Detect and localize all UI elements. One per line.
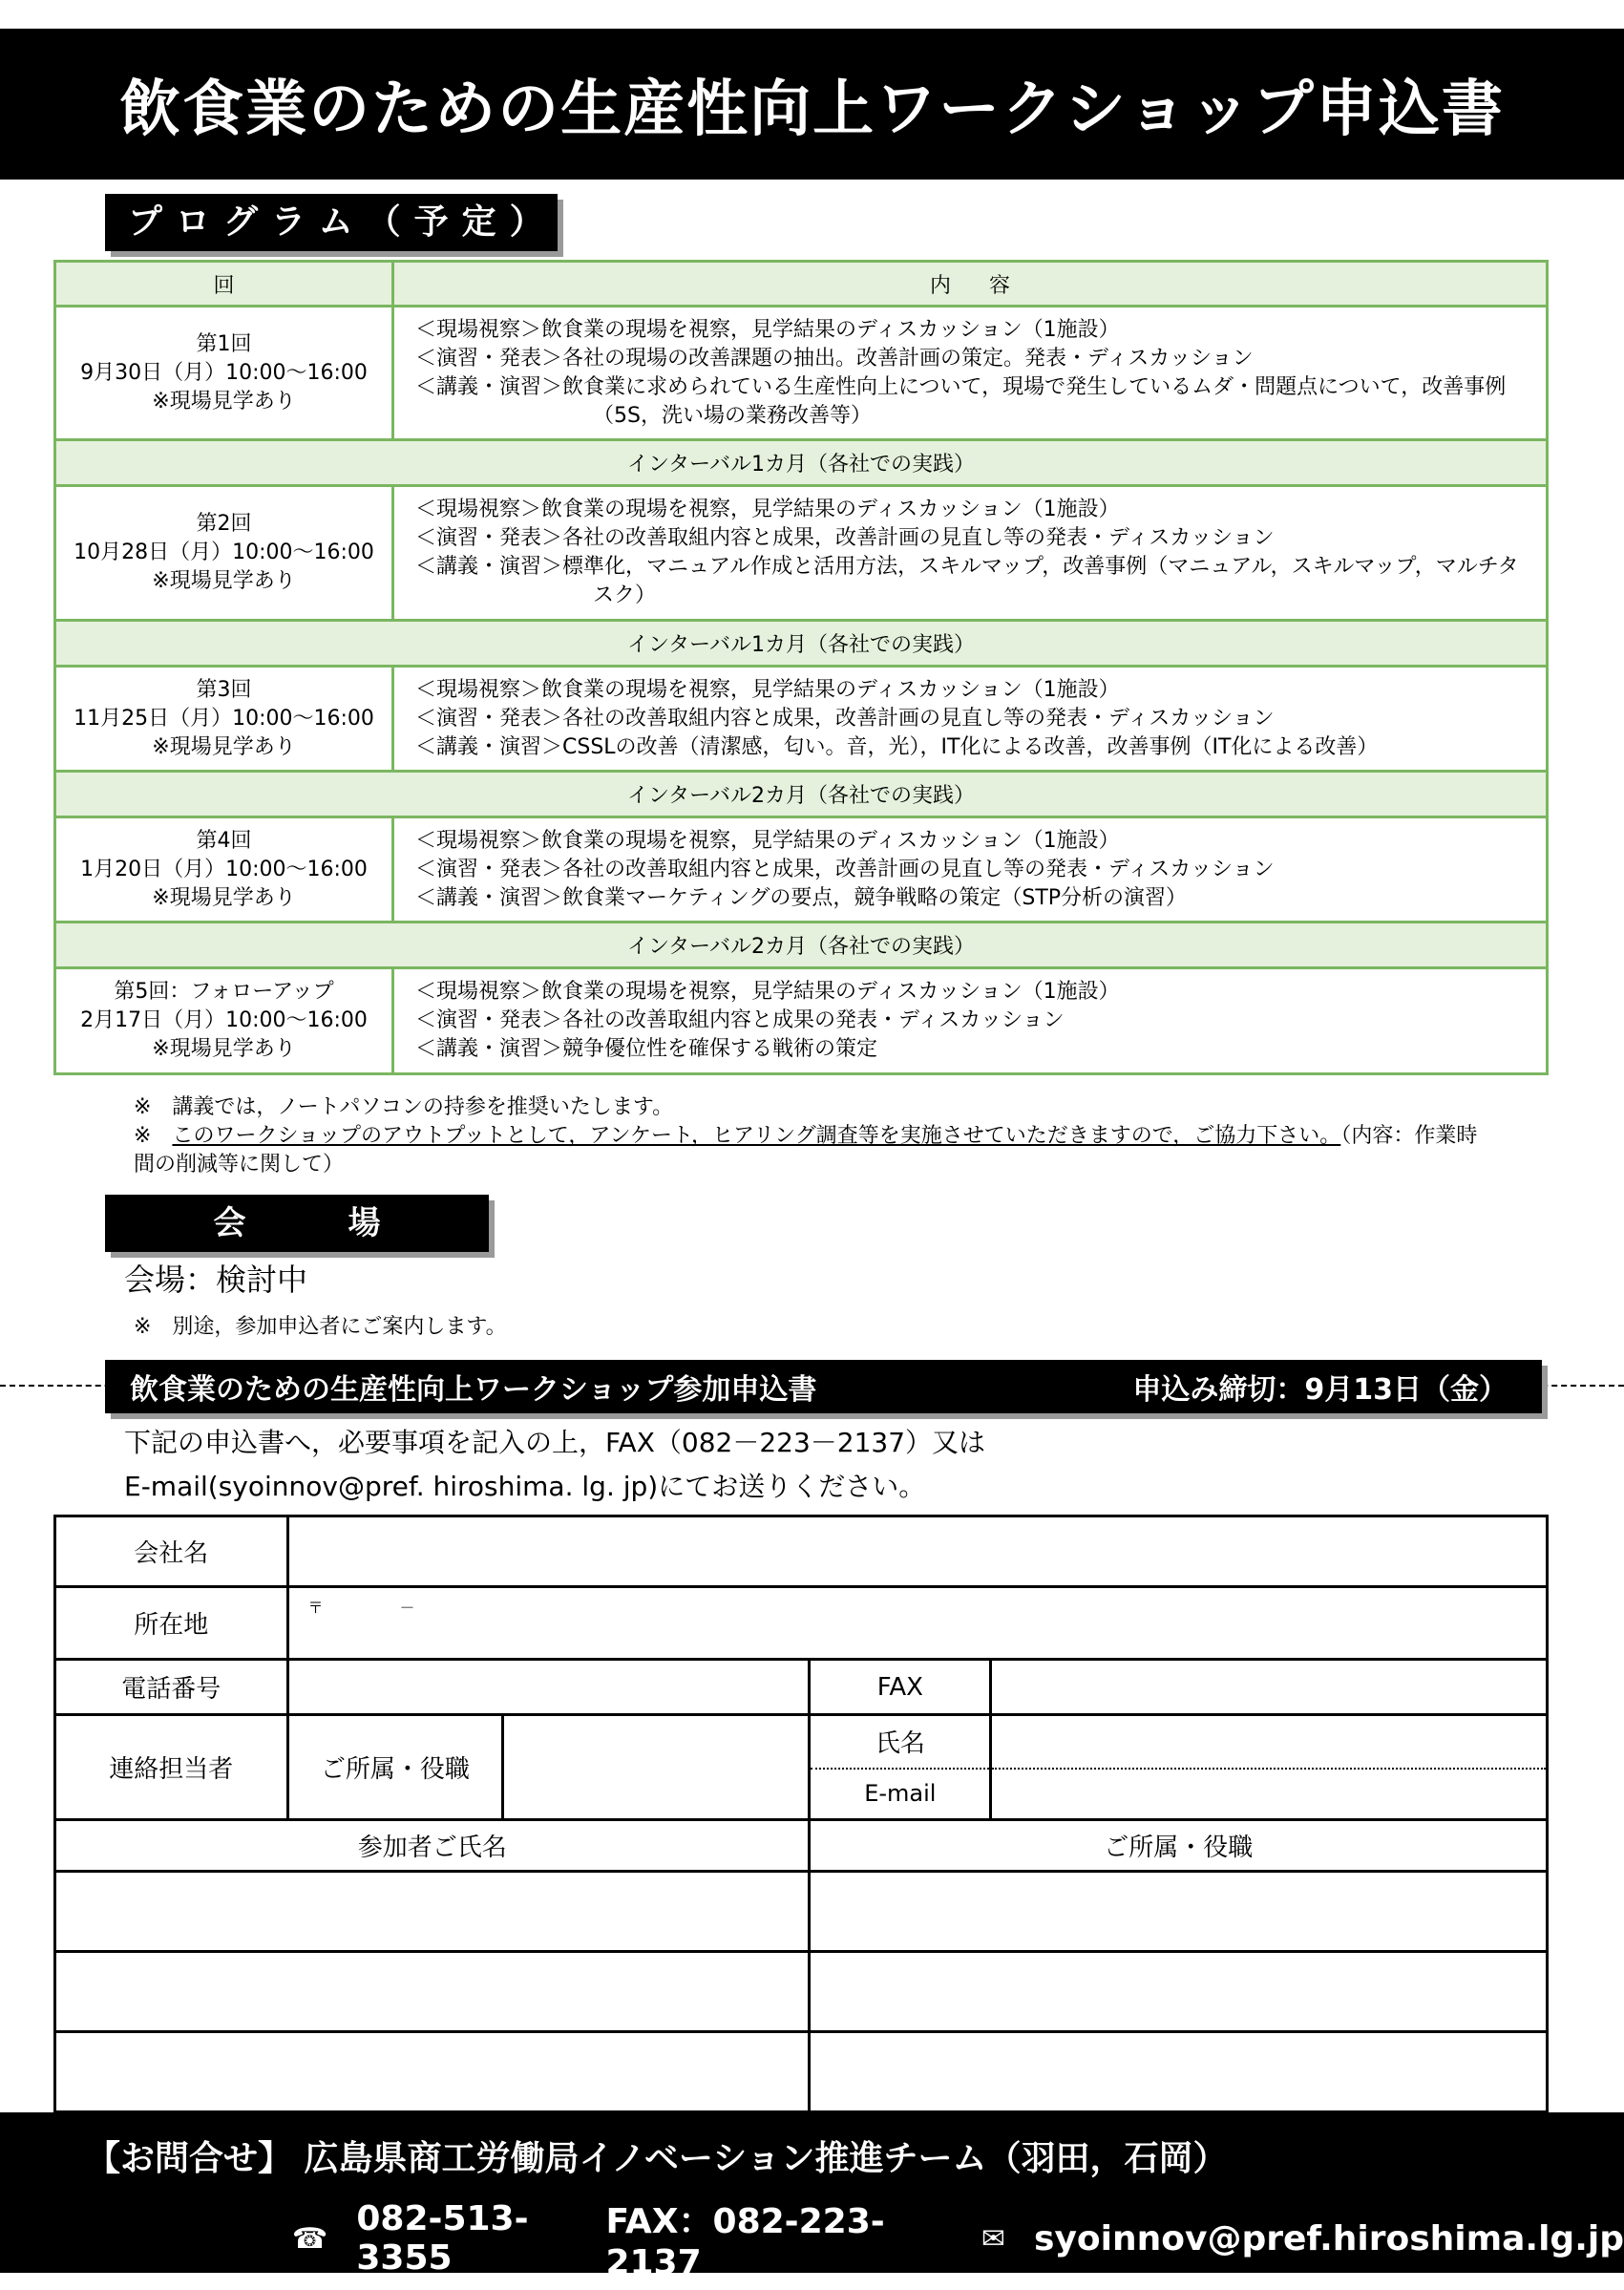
address-label: 所在地 bbox=[55, 1587, 288, 1660]
interval-row: インターバル1カ月（各社での実践） bbox=[55, 621, 1548, 667]
envelope-icon: ✉ bbox=[981, 2221, 1006, 2256]
program-notes bbox=[134, 1093, 1489, 1179]
session-row bbox=[55, 968, 1548, 1074]
document-title: 飲食業のための生産性向上ワークショップ申込書 bbox=[0, 29, 1624, 180]
session-info: 第4回 1月20日（月）10:00～16:00 ※現場見学あり bbox=[55, 817, 393, 922]
participant-name-header: 参加者ご氏名 bbox=[55, 1820, 810, 1872]
participant-dept-field[interactable] bbox=[810, 2032, 1548, 2112]
note-survey: ※ このワークショップのアウトプットとして，アンケート，ヒアリング調査等を実施させていただきますので，ご協力下さい。（内容：作業時間の削減等に関して） bbox=[134, 1124, 1478, 1177]
header-content: 内容 bbox=[393, 262, 1548, 307]
application-header-bar bbox=[105, 1360, 1542, 1413]
fax-field[interactable] bbox=[991, 1660, 1548, 1715]
session-row bbox=[55, 667, 1548, 772]
contact-dept-label: ご所属・役職 bbox=[287, 1715, 503, 1820]
interval-row: インターバル1カ月（各社での実践） bbox=[55, 440, 1548, 486]
contact-footer bbox=[0, 2112, 1624, 2282]
session-content: ＜現場視察＞飲食業の現場を視察，見学結果のディスカッション（1施設） ＜演習・発表＞各社の改善取組内容と成果，改善計画の見直し等の発表・ディスカッション ＜講義・演習＞標準化，マニュアル作成と活用方法，スキルマップ，改善事例（マニュアル，スキルマップ，マルチタスク） bbox=[393, 486, 1548, 621]
phone-label: 電話番号 bbox=[55, 1660, 288, 1715]
participant-row bbox=[55, 1952, 1548, 2032]
session-content: ＜現場視察＞飲食業の現場を視察，見学結果のディスカッション（1施設） ＜演習・発表＞各社の改善取組内容と成果，改善計画の見直し等の発表・ディスカッション ＜講義・演習＞CSSLの改善（清潔感，匂い。音，光），IT化による改善，改善事例（IT化による改善） bbox=[393, 667, 1548, 772]
program-table bbox=[53, 260, 1549, 1075]
contact-fax: FAX：082-223-2137 bbox=[605, 2202, 885, 2282]
contact-phone: 082-513-3355 bbox=[356, 2199, 529, 2278]
application-deadline: 申込み締切：9月13日（金） bbox=[1132, 1373, 1508, 1407]
session-info: 第3回 11月25日（月）10:00～16:00 ※現場見学あり bbox=[55, 667, 393, 772]
session-content: ＜現場視察＞飲食業の現場を視察，見学結果のディスカッション（1施設） ＜演習・発表＞各社の現場の改善課題の抽出。改善計画の策定。発表・ディスカッション ＜講義・演習＞飲食業に求められている生産性向上について，現場で発生しているムダ・問題点について，改善事例（5S，洗い場の業務改善等） bbox=[393, 307, 1548, 440]
participant-name-field[interactable] bbox=[55, 1872, 810, 1952]
session-info: 第1回 9月30日（月）10:00～16:00 ※現場見学あり bbox=[55, 307, 393, 440]
fax-label: FAX bbox=[810, 1660, 991, 1715]
interval-row: インターバル2カ月（各社での実践） bbox=[55, 922, 1548, 968]
company-label: 会社名 bbox=[55, 1516, 288, 1587]
contact-email-field[interactable] bbox=[991, 1769, 1548, 1820]
venue-text: 会場：検討中 bbox=[124, 1262, 308, 1298]
session-content: ＜現場視察＞飲食業の現場を視察，見学結果のディスカッション（1施設） ＜演習・発表＞各社の改善取組内容と成果の発表・ディスカッション ＜講義・演習＞競争優位性を確保する戦術の策定 bbox=[393, 968, 1548, 1074]
participant-row bbox=[55, 1872, 1548, 1952]
company-field[interactable] bbox=[287, 1516, 1547, 1587]
session-row bbox=[55, 307, 1548, 440]
venue-section-tab: 会 場 bbox=[105, 1195, 489, 1252]
phone-icon: ☎ bbox=[292, 2221, 328, 2256]
participant-row bbox=[55, 2032, 1548, 2112]
session-content: ＜現場視察＞飲食業の現場を視察，見学結果のディスカッション（1施設） ＜演習・発表＞各社の改善取組内容と成果，改善計画の見直し等の発表・ディスカッション ＜講義・演習＞飲食業マーケティングの要点，競争戦略の策定（STP分析の演習） bbox=[393, 817, 1548, 922]
venue-note: ※ 別途，参加申込者にご案内します。 bbox=[134, 1315, 507, 1339]
phone-field[interactable] bbox=[287, 1660, 810, 1715]
application-instructions: 下記の申込書へ，必要事項を記入の上，FAX（082－223－2137）又は E-mail(syoinnov@pref. hiroshima. lg. jp)にてお送りください。 bbox=[124, 1427, 986, 1502]
address-field[interactable]: 〒 － bbox=[287, 1587, 1547, 1660]
session-row bbox=[55, 486, 1548, 621]
participant-dept-field[interactable] bbox=[810, 1952, 1548, 2032]
participant-dept-field[interactable] bbox=[810, 1872, 1548, 1952]
interval-row: インターバル2カ月（各社での実践） bbox=[55, 772, 1548, 817]
session-row bbox=[55, 817, 1548, 922]
contact-details bbox=[292, 2195, 1624, 2282]
application-title: 飲食業のための生産性向上ワークショップ参加申込書 bbox=[130, 1373, 817, 1407]
participant-name-field[interactable] bbox=[55, 1952, 810, 2032]
session-info: 第5回：フォローアップ 2月17日（月）10:00～16:00 ※現場見学あり bbox=[55, 968, 393, 1074]
contact-email-label: E-mail bbox=[810, 1769, 991, 1820]
participant-name-field[interactable] bbox=[55, 2032, 810, 2112]
contact-email[interactable]: syoinnov@pref.hiroshima.lg.jp bbox=[1034, 2218, 1624, 2258]
contact-name-field[interactable] bbox=[991, 1715, 1548, 1769]
participant-dept-header: ご所属・役職 bbox=[810, 1820, 1548, 1872]
contact-dept-field[interactable] bbox=[503, 1715, 810, 1820]
header-session-number: 回 bbox=[55, 262, 393, 307]
contact-label: 連絡担当者 bbox=[55, 1715, 288, 1820]
program-section-tab: プログラム（予定） bbox=[105, 194, 558, 251]
contact-name-label: 氏名 bbox=[810, 1715, 991, 1769]
contact-line: 【お問合せ】 広島県商工労働局イノベーション推進チーム（羽田，石岡） bbox=[86, 2139, 1228, 2178]
application-form bbox=[53, 1515, 1549, 2113]
note-laptop: ※ 講義では，ノートパソコンの持参を推奨いたします。 bbox=[134, 1095, 674, 1119]
session-info: 第2回 10月28日（月）10:00～16:00 ※現場見学あり bbox=[55, 486, 393, 621]
